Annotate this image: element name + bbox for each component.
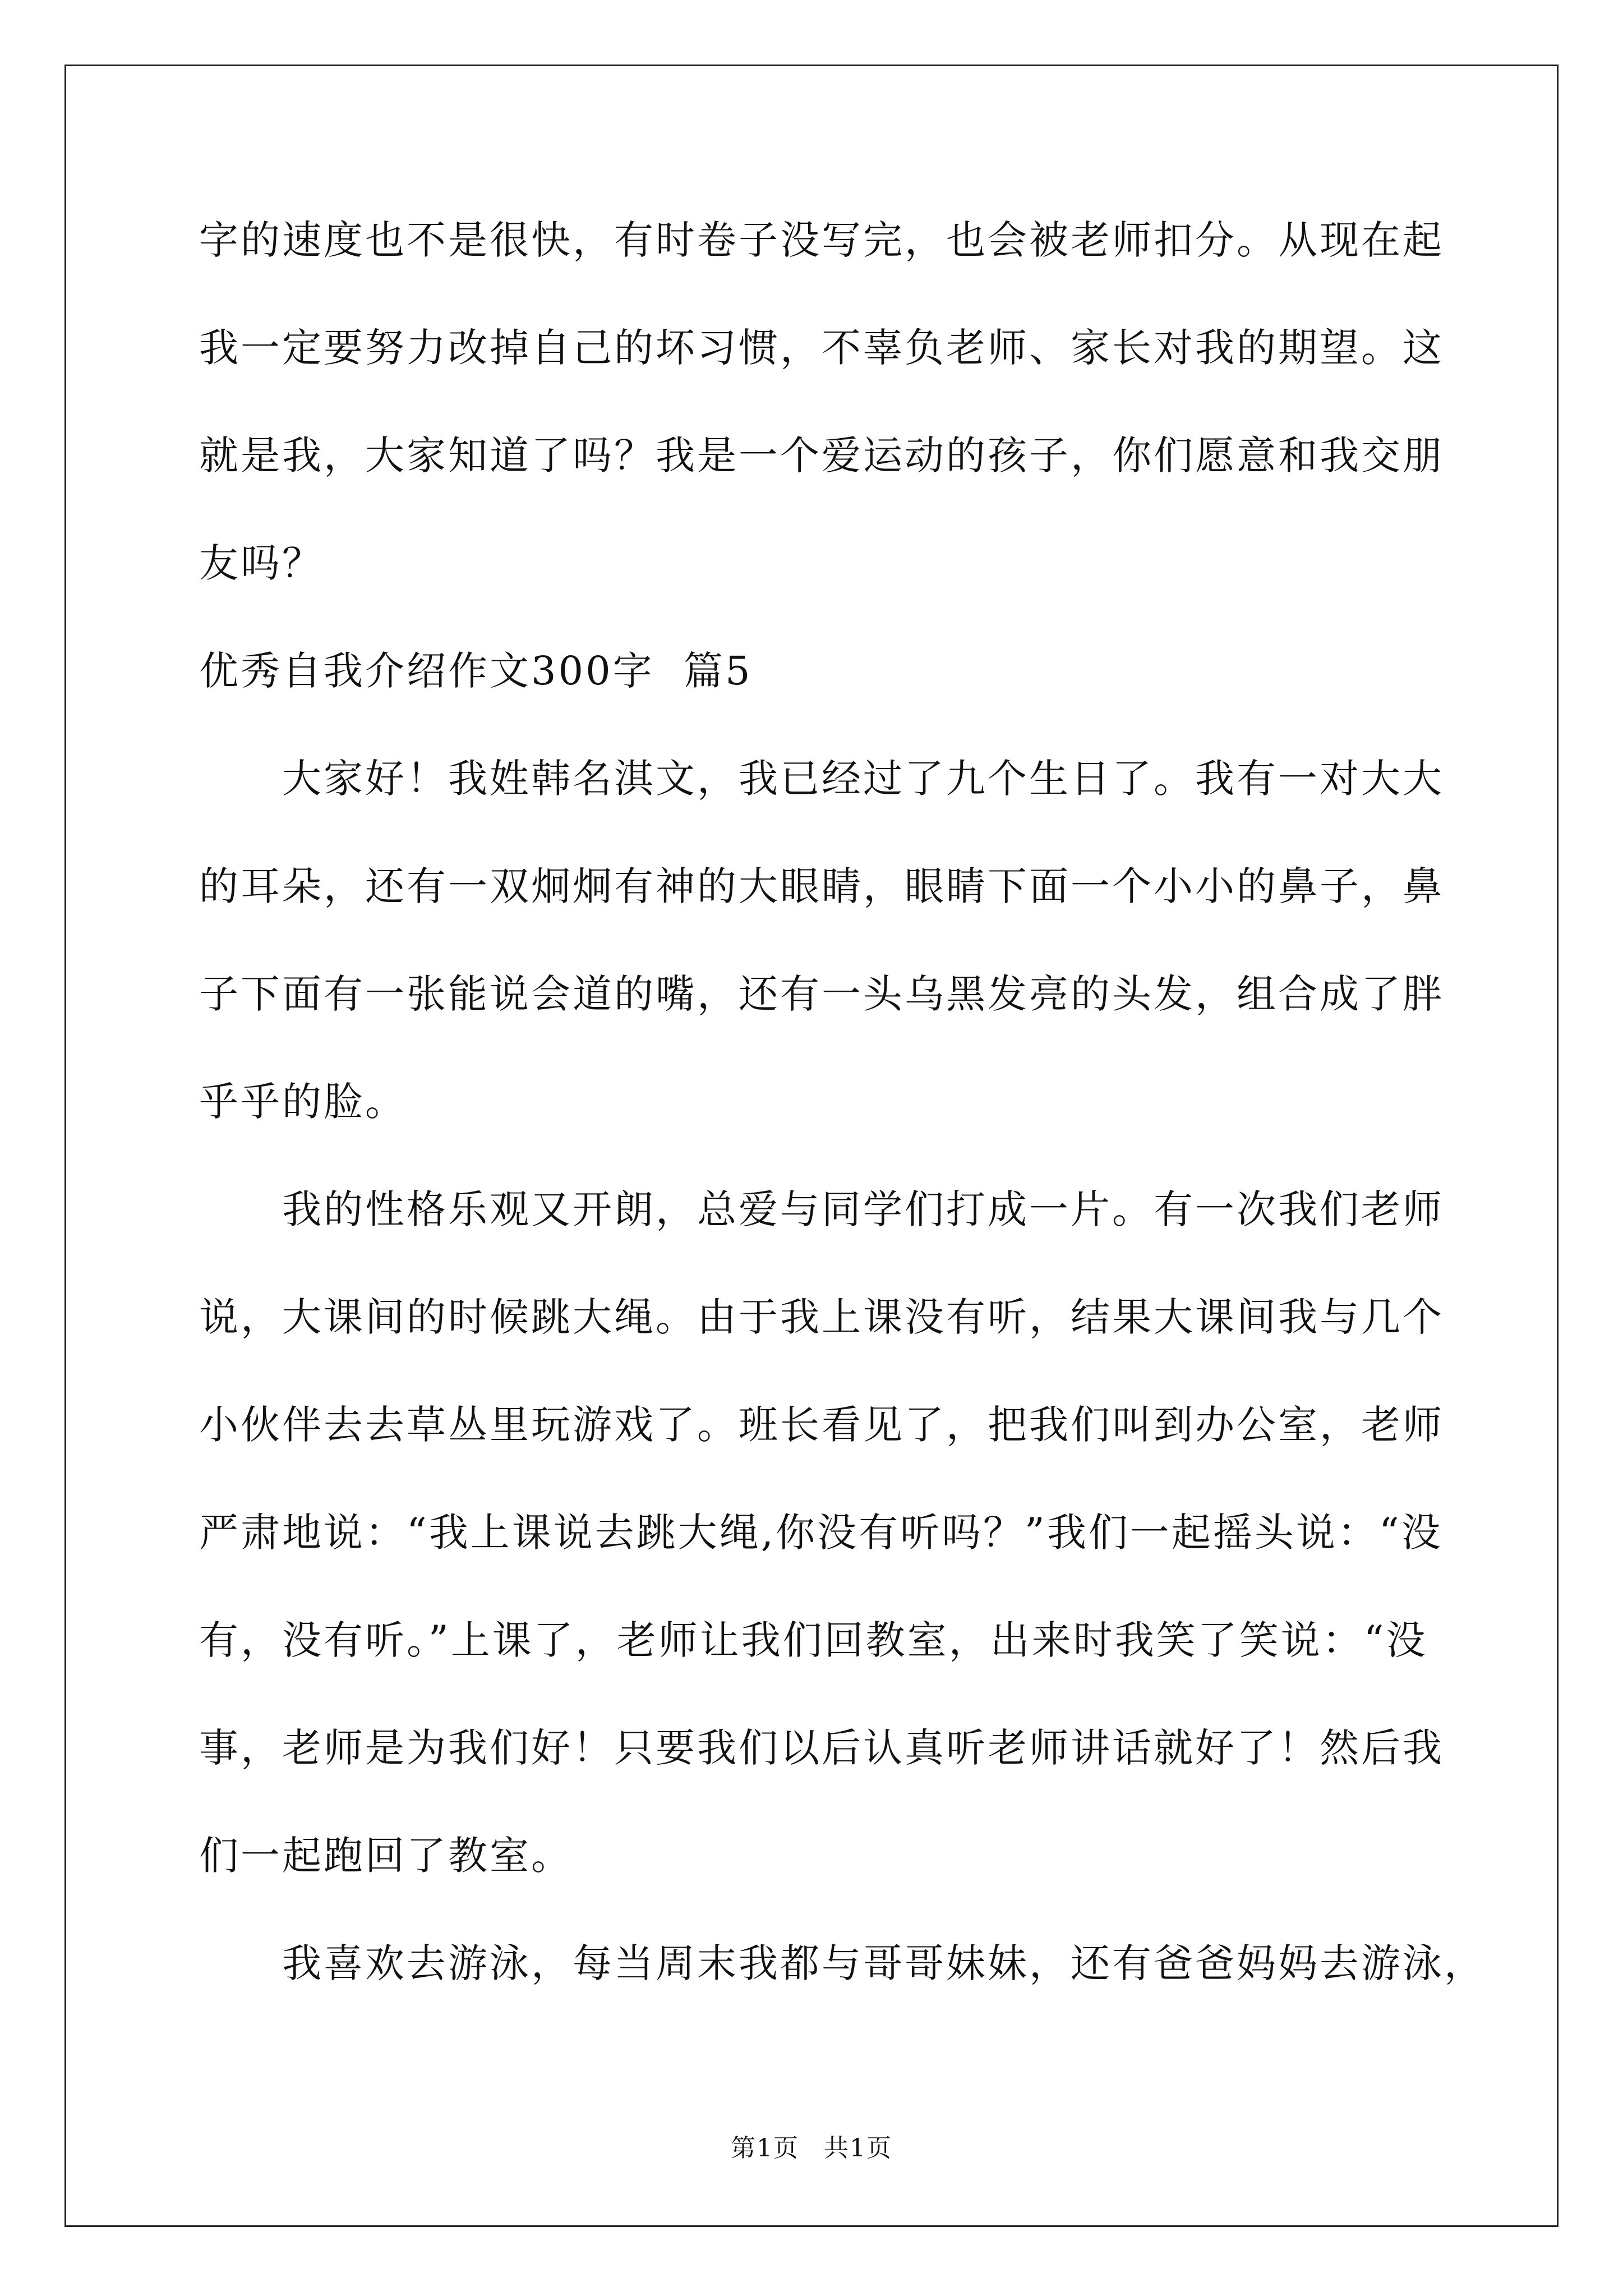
paragraph-4 bbox=[199, 1936, 1486, 1990]
page-number: 第1页 bbox=[731, 2134, 799, 2162]
text-line: 字的速度也不是很快，有时卷子没写完，也会被老师扣分。从现在起 bbox=[199, 217, 1444, 263]
text-line: 子下面有一张能说会道的嘴，还有一头乌黑发亮的头发，组合成了胖 bbox=[199, 971, 1444, 1017]
text-line: 乎乎的脸。 bbox=[199, 1079, 407, 1125]
paragraph-3 bbox=[199, 1182, 1444, 1883]
text-line: 大家好！我姓韩名淇文，我已经过了九个生日了。我有一对大大 bbox=[282, 756, 1444, 802]
text-line: 我一定要努力改掉自己的坏习惯，不辜负老师、家长对我的期望。这 bbox=[199, 325, 1444, 371]
text-line: 们一起跑回了教室。 bbox=[199, 1833, 573, 1879]
text-line: 的耳朵，还有一双炯炯有神的大眼睛，眼睛下面一个小小的鼻子，鼻 bbox=[199, 863, 1444, 909]
text-line: 我的性格乐观又开朗，总爱与同学们打成一片。有一次我们老师 bbox=[282, 1186, 1444, 1232]
text-line: 严肃地说：“我上课说去跳大绳,你没有听吗？”我们一起摇头说：“没 bbox=[199, 1510, 1443, 1556]
text-line: 说，大课间的时候跳大绳。由于我上课没有听，结果大课间我与几个 bbox=[199, 1294, 1444, 1340]
page-total: 共1页 bbox=[824, 2134, 892, 2162]
text-line: 我喜欢去游泳，每当周末我都与哥哥妹妹，还有爸爸妈妈去游泳， bbox=[282, 1940, 1486, 1986]
text-line: 小伙伴去去草丛里玩游戏了。班长看见了，把我们叫到办公室，老师 bbox=[199, 1402, 1444, 1448]
paragraph-1 bbox=[199, 213, 1444, 590]
page-footer bbox=[0, 2132, 1623, 2165]
text-line: 事，老师是为我们好！只要我们以后认真听老师讲话就好了！然后我 bbox=[199, 1725, 1444, 1771]
section-title: 优秀自我介绍作文300字 篇5 bbox=[199, 648, 753, 694]
document-body bbox=[199, 213, 1486, 1990]
paragraph-2 bbox=[199, 752, 1444, 1129]
text-line: 就是我，大家知道了吗？我是一个爱运动的孩子，你们愿意和我交朋 bbox=[199, 432, 1444, 478]
text-line: 友吗？ bbox=[199, 540, 324, 586]
text-line: 有，没有听。”上课了，老师让我们回教室，出来时我笑了笑说：“没 bbox=[199, 1617, 1428, 1663]
